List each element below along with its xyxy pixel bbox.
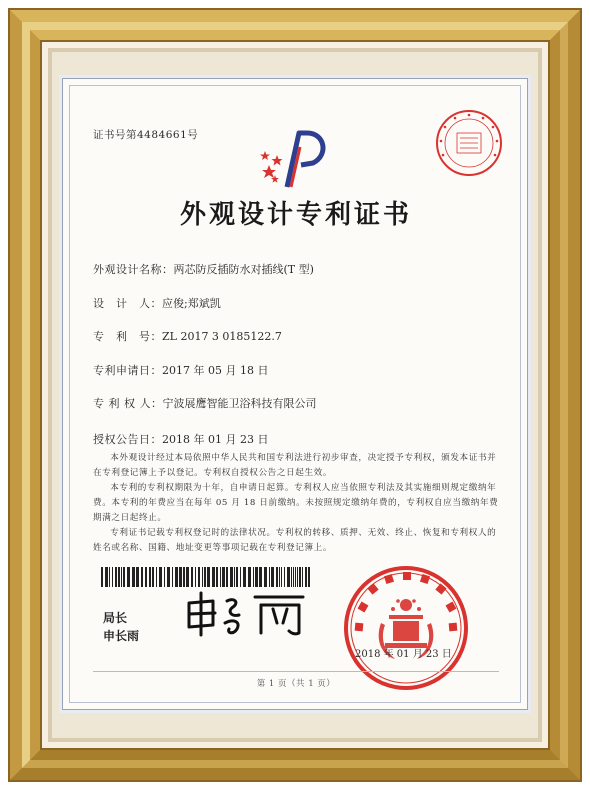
signatory-name: 申长雨	[103, 629, 140, 643]
signatory-title: 局长	[103, 611, 128, 625]
footer-divider	[93, 671, 499, 672]
field-grant-date: 授权公告日：2018 年 01 月 23 日	[93, 433, 269, 446]
examination-stamp	[433, 107, 505, 179]
field-design-name: 外观设计名称：两芯防反插防水对插线(T 型)	[93, 263, 314, 276]
certificate-title: 外观设计专利证书	[179, 200, 412, 230]
field-application-date: 专利申请日：2017 年 05 月 18 日	[93, 364, 269, 377]
barcode	[101, 567, 311, 587]
sipo-logo-icon	[253, 125, 333, 195]
page-number: 第 1 页（共 1 页）	[256, 679, 336, 689]
paragraph-grant-statement: 本外观设计经过本局依照中华人民共和国专利法进行初步审查，决定授予专利权，颁发本证书并在专利登记簿上予以登记。专利权自授权公告之日起生效。	[93, 453, 497, 478]
field-designer: 设 计 人：应俊;郑斌凯	[93, 297, 221, 310]
seal-date: 2018 年 01 月 23 日	[355, 649, 452, 660]
handwritten-signature	[183, 589, 313, 639]
paragraph-term-fees: 本专利的专利权期限为十年，自申请日起算。专利权人应当依照专利法及其实施细则规定缴纳年费。本专利的年费应当在每年 05 月 18 日前缴纳。未按照规定缴纳年费的，专利权自应当缴纳年费期满之日起终止。	[93, 483, 499, 523]
field-patentee: 专 利 权 人：宁波展鹰智能卫浴科技有限公司	[93, 397, 317, 410]
official-seal	[341, 563, 471, 693]
patent-certificate	[62, 78, 528, 710]
paragraph-legal-status: 专利证书记载专利权登记时的法律状况。专利权的转移、质押、无效、终止、恢复和专利权人的姓名或名称、国籍、地址变更等事项记载在专利登记簿上。	[93, 528, 497, 553]
certificate-number: 证书号第4484661号	[93, 129, 199, 141]
field-patent-number: 专 利 号：ZL 2017 3 0185122.7	[93, 330, 282, 343]
